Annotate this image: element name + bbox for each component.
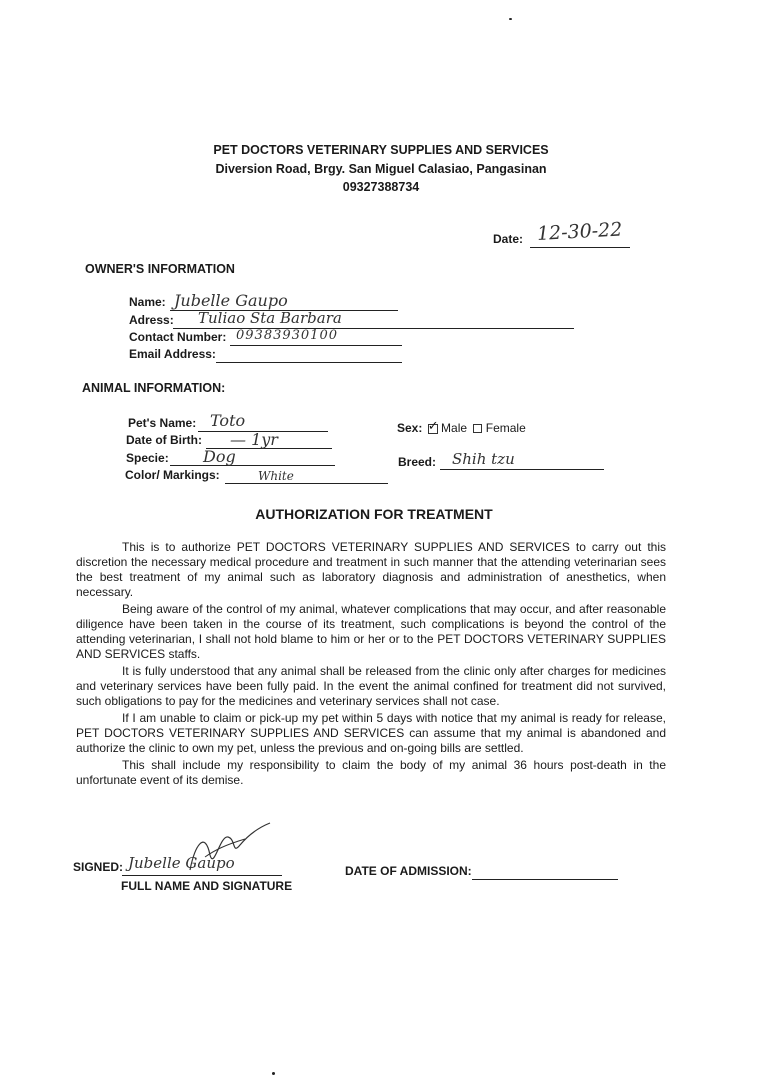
dob-value: — 1yr bbox=[230, 430, 278, 449]
sex-female-label: Female bbox=[485, 421, 526, 435]
owner-email-label: Email Address: bbox=[129, 347, 216, 361]
animal-heading: ANIMAL INFORMATION: bbox=[82, 381, 226, 395]
breed-line bbox=[440, 469, 604, 470]
sex-label: Sex: bbox=[397, 421, 423, 435]
pet-name-label: Pet's Name: bbox=[128, 416, 197, 430]
checkmark-icon: ✓ bbox=[427, 417, 439, 433]
scan-speck bbox=[272, 1072, 275, 1075]
species-line bbox=[170, 465, 335, 466]
admission-line bbox=[472, 879, 618, 880]
signature-line bbox=[122, 875, 282, 876]
dob-label: Date of Birth: bbox=[126, 433, 202, 447]
owner-contact-label: Contact Number: bbox=[129, 330, 227, 344]
sex-field bbox=[397, 417, 526, 435]
signature-flourish bbox=[150, 815, 275, 875]
authorization-body bbox=[76, 540, 666, 790]
signed-label: SIGNED: bbox=[73, 860, 124, 874]
paragraph-1: This is to authorize PET DOCTORS VETERINARY SUPPLIES AND SERVICES to carry out this discretion the necessary medical procedure and treatment in such manner that the attending veterinarian sees the best treatment of my animal such as laboratory diagnosis and administration of anesthetics, when necessary. bbox=[76, 540, 666, 599]
paragraph-2: Being aware of the control of my animal, whatever complications that may occur, and after reasonable diligence have been taken in the course of its treatment, such complications is beyond the control of the attending veterinarian, I shall not hold blame to him or her or to the PET DOCTORS VETERINARY SUPPLIES AND SERVICES staffs. bbox=[76, 602, 666, 661]
clinic-name: PET DOCTORS VETERINARY SUPPLIES AND SERVICES bbox=[213, 143, 549, 157]
scan-speck bbox=[509, 18, 512, 20]
species-label: Specie: bbox=[126, 451, 169, 465]
breed-value: Shih tzu bbox=[452, 450, 515, 468]
paragraph-3: It is fully understood that any animal shall be released from the clinic only after charges for medicines and veterinary services have been fully paid. In the event the animal confined for treatment did not survived, such obligations to pay for the medicines and veterinary services shall not case. bbox=[76, 664, 666, 708]
color-value: White bbox=[258, 469, 294, 483]
color-line bbox=[225, 483, 388, 484]
signature-caption: FULL NAME AND SIGNATURE bbox=[121, 879, 293, 893]
authorization-title: AUTHORIZATION FOR TREATMENT bbox=[255, 506, 493, 522]
sex-male-checkbox[interactable] bbox=[427, 417, 439, 434]
signature-value: Jubelle Gaupo bbox=[128, 854, 235, 872]
owner-name-label: Name: bbox=[129, 295, 166, 309]
admission-label: DATE OF ADMISSION: bbox=[345, 864, 472, 878]
sex-male-label: Male bbox=[441, 421, 468, 435]
owner-contact-value: 09383930100 bbox=[236, 328, 338, 343]
paragraph-5: This shall include my responsibility to claim the body of my animal 36 hours post-death in the unfortunate event of its demise. bbox=[76, 758, 666, 787]
owner-heading: OWNER'S INFORMATION bbox=[85, 262, 235, 276]
color-label: Color/ Markings: bbox=[125, 468, 220, 482]
breed-label: Breed: bbox=[398, 455, 437, 469]
pet-name-value: Toto bbox=[210, 411, 246, 430]
owner-contact-line bbox=[230, 345, 402, 346]
species-value: Dog bbox=[203, 447, 236, 466]
owner-address-line bbox=[173, 328, 574, 329]
clinic-address: Diversion Road, Brgy. San Miguel Calasiao, Pangasinan bbox=[215, 162, 547, 176]
paragraph-4: If I am unable to claim or pick-up my pet within 5 days with notice that my animal is ready for release, PET DOCTORS VETERINARY SUPPLIES AND SERVICES can assume that my animal is abandoned and authorize the clinic to own my pet, unless the previous and on-going bills are settled. bbox=[76, 711, 666, 755]
owner-email-line bbox=[216, 362, 402, 363]
clinic-phone: 09327388734 bbox=[342, 180, 420, 194]
owner-name-value: Jubelle Gaupo bbox=[174, 291, 288, 310]
date-value: 12-30-22 bbox=[536, 218, 623, 245]
owner-address-label: Adress: bbox=[129, 313, 174, 327]
date-line bbox=[530, 247, 630, 248]
sex-female-checkbox[interactable] bbox=[473, 424, 482, 433]
date-label: Date: bbox=[493, 232, 524, 246]
owner-address-value: Tuliao Sta Barbara bbox=[198, 309, 342, 327]
